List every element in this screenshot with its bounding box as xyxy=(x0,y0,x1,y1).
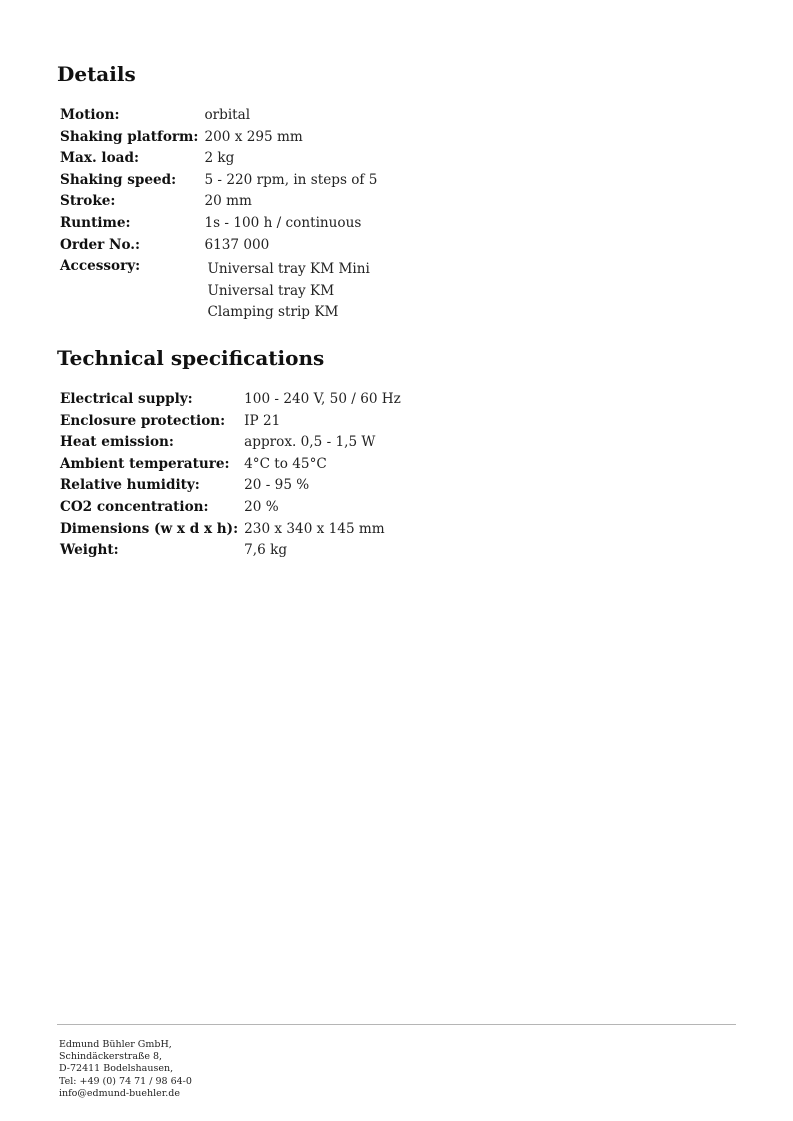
spec-value: 6137 000 xyxy=(204,236,270,253)
tech-row-dimensions xyxy=(57,519,404,541)
spec-value: 100 - 240 V, 50 / 60 Hz xyxy=(244,391,401,407)
spec-value: orbital xyxy=(204,107,251,123)
accessory-item: Clamping strip KM xyxy=(207,304,339,321)
spec-label: Accessory: xyxy=(60,258,141,275)
spec-value: 20 - 95 % xyxy=(244,477,310,494)
tech-row-electrical-supply xyxy=(57,389,404,411)
footer-city: D-72411 Bodelshausen, xyxy=(59,1063,174,1075)
accessory-item: Universal tray KM xyxy=(207,282,335,299)
spec-value: 7,6 kg xyxy=(244,542,288,559)
footer-company: Edmund Bühler GmbH, xyxy=(59,1039,172,1050)
spec-value: approx. 0,5 - 1,5 W xyxy=(244,434,376,451)
spec-label: Heat emission: xyxy=(60,434,174,451)
spec-label: Relative humidity: xyxy=(60,477,200,494)
accessory-cell xyxy=(201,256,380,324)
spec-label: Weight: xyxy=(60,542,119,559)
details-row-shaking-platform xyxy=(57,127,380,149)
details-row-motion xyxy=(57,105,380,127)
spec-label: Stroke: xyxy=(60,193,116,210)
footer-divider xyxy=(57,1024,736,1025)
spec-value: 4°C to 45°C xyxy=(244,455,327,472)
spec-label: Ambient temperature: xyxy=(60,455,230,472)
details-row-max-load xyxy=(57,148,380,170)
spec-value: 2 kg xyxy=(204,150,235,167)
details-row-accessory xyxy=(57,256,380,324)
spec-value: 20 % xyxy=(244,498,279,515)
details-row-stroke xyxy=(57,191,380,213)
tech-row-co2-concentration xyxy=(57,497,404,519)
accessory-list xyxy=(204,256,377,324)
spec-label: Shaking speed: xyxy=(60,171,177,188)
technical-specifications-table xyxy=(57,389,404,562)
spec-value: 230 x 340 x 145 mm xyxy=(244,520,385,537)
spec-value: 20 mm xyxy=(204,193,252,210)
spec-label: Max. load: xyxy=(60,150,139,167)
technical-specifications-heading: Technical specifications xyxy=(57,346,325,370)
tech-row-relative-humidity xyxy=(57,475,404,497)
spec-label: Order No.: xyxy=(60,236,141,253)
footer-address xyxy=(59,1039,192,1100)
accessory-item: Universal tray KM Mini xyxy=(207,261,370,278)
spec-label: Electrical supply: xyxy=(60,391,193,407)
tech-row-heat-emission xyxy=(57,432,404,454)
spec-value: 1s - 100 h / continuous xyxy=(204,214,362,231)
details-row-order-no xyxy=(57,235,380,257)
footer-street: Schindäckerstraße 8, xyxy=(59,1051,163,1063)
spec-value: 5 - 220 rpm, in steps of 5 xyxy=(204,171,378,188)
spec-label: Motion: xyxy=(60,107,120,123)
details-table xyxy=(57,105,380,324)
tech-row-weight xyxy=(57,540,404,562)
tech-row-ambient-temperature xyxy=(57,454,404,476)
spec-label: Runtime: xyxy=(60,214,131,231)
footer-email: info@edmund-buehler.de xyxy=(59,1087,180,1099)
spec-label: Dimensions (w x d x h): xyxy=(60,520,239,537)
spec-value: 200 x 295 mm xyxy=(204,128,303,145)
details-heading: Details xyxy=(57,62,136,86)
spec-label: CO2 concentration: xyxy=(60,498,209,515)
spec-label: Shaking platform: xyxy=(60,128,199,145)
tech-row-enclosure-protection xyxy=(57,411,404,433)
footer-phone: Tel: +49 (0) 74 71 / 98 64-0 xyxy=(59,1075,192,1087)
details-row-runtime xyxy=(57,213,380,235)
spec-value: IP 21 xyxy=(244,412,281,429)
details-row-shaking-speed xyxy=(57,170,380,192)
spec-label: Enclosure protection: xyxy=(60,412,226,429)
